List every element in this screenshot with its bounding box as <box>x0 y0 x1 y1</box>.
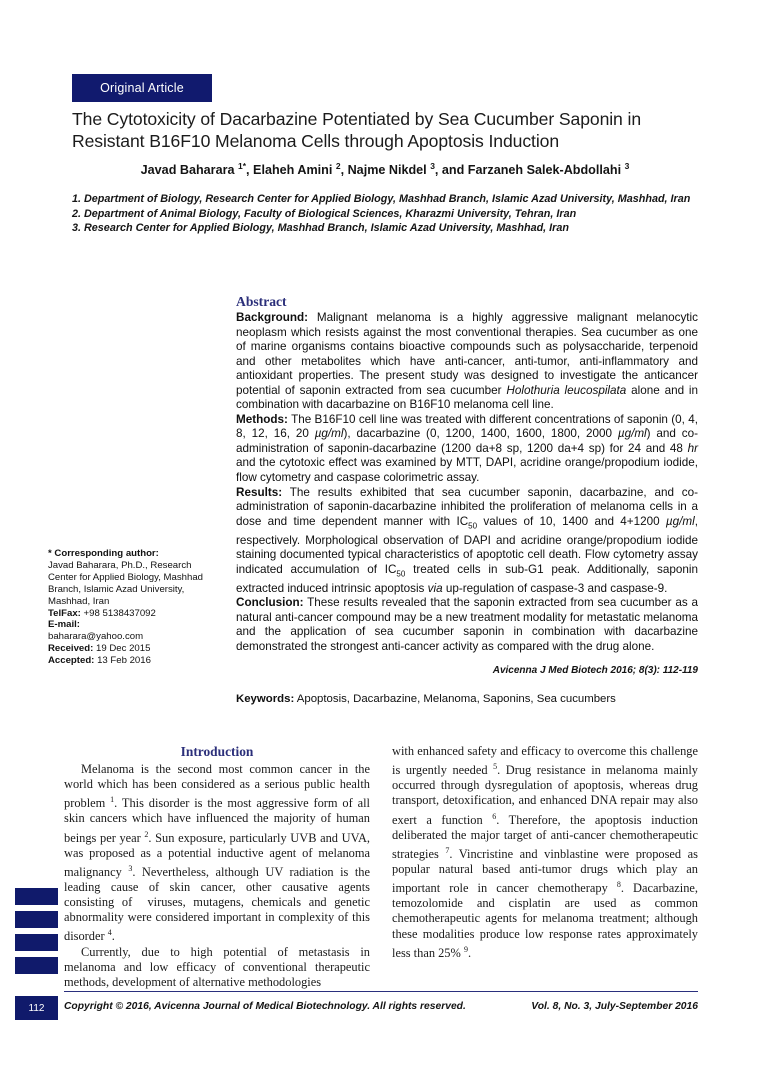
abstract-results: Results: The results exhibited that sea cucumber saponin, dacarbazine, and co-administration of saponin-dacarbazine inhibited the proliferation of melanoma cells in a dose and time dependent manner with $IC_{50}$ values of 10, 1400 and 4+1200 µg/ml, respectively. Morphological observation of DAPI and acridine orange/propodium iodide staining documented typical characteristics of apoptotic cell death. Flow cytometry assay indicated accumulation of $IC_{50}$ treated cells in sub-G1 peak. Additionally, saponin extracted induced intrinsic apoptosis via up-regulation of caspase-3 and caspase-9. <box>236 485 698 595</box>
corresponding-author-heading: * Corresponding author: <box>48 548 159 559</box>
keywords-line <box>236 693 698 705</box>
abstract-conclusion: Conclusion: These results revealed that the saponin extracted from sea cucumber as a natural anti-cancer compound may be a new treatment modality for metastatic melanoma and the application of sea cucumber saponin in combination with dacarbazine demonstrated the strongest anti-cancer activity as compared with the drug alone. <box>236 596 698 653</box>
footer-volume: Vol. 8, No. 3, July-September 2016 <box>531 1001 698 1012</box>
abstract-methods: Methods: The B16F10 cell line was treated with different concentrations of saponin (0, 4, 8, 12, 16, 20 µg/ml), dacarbazine (0, 1200, 1400, 1600, 1800, 2000 µg/ml) and co-administration of saponin-dacarbazine (1200 da+8 sp, 1200 da+4 sp) for 24 and 48 hr and the cytotoxic effect was examined by MTT, DAPI, acridine orange/propodium iodide, flow cytometry and caspase colorimetric assay. <box>236 412 699 485</box>
abstract-background: Background: Malignant melanoma is a highly aggressive malignant melanocytic neoplasm which resists against the most conventional therapies. Sea cucumber as one of marine organisms contains bioactive compounds such as polysaccharide, terpenoid and other metabolites which have anti-cancer, anti-tumor, anti-inflammatory and antioxidant properties. The present study was designed to investigate the anticancer potential of saponin extracted from sea cucumber Holothuria leucospilata alone and in combination with dacarbazine on B16F10 melanoma cell line. <box>236 311 699 412</box>
intro-paragraph: Melanoma is the second most common cancer in the world which has been considered as a serious public health problem $^1$. This disorder is the most aggressive form of all skin cancers which have influenced the majority of human beings per year $^2$. Sun exposure, particularly UVB and UVA, was proposed as a potential inductive agent of melanoma malignancy $^3$. Nevertheless, although UV radiation is the leading cause of skin cancer, other causative agents consisting of viruses, mutagens, chemicals and genetic abnormality were considered important in complexity of this disorder $^4$. <box>64 762 370 944</box>
article-type-badge: Original Article <box>72 74 212 102</box>
telfax-label: TelFax: <box>48 607 81 619</box>
accepted-label: Accepted: <box>48 655 95 667</box>
footer-divider <box>64 991 698 992</box>
affiliation-list <box>72 192 698 236</box>
email-value[interactable]: baharara@yahoo.com <box>48 631 144 643</box>
author-list: Javad Baharara $^{1*}$, Elaheh Amini $^2$, Najme Nikdel $^3$, and Farzaneh Salek-Abdollahi $^3$ <box>140 161 630 178</box>
intro-paragraph: Currently, due to high potential of metastasis in melanoma and low efficacy of conventional therapeutic methods, development of alternative methodologies <box>64 944 370 989</box>
corresponding-author-block <box>48 548 220 667</box>
results-label: Results: <box>236 485 283 499</box>
corresponding-author-address: Javad Baharara, Ph.D., Research Center for Applied Biology, Mashhad Branch, Islamic Azad University, Mashhad, Iran <box>48 559 204 607</box>
telfax-value: +98 5138437092 <box>83 607 156 619</box>
conclusion-label: Conclusion: <box>236 596 304 610</box>
accepted-value: 13 Feb 2016 <box>97 655 151 667</box>
email-label: E-mail: <box>48 619 80 631</box>
abstract-section <box>236 294 698 705</box>
decorative-bar <box>15 911 58 928</box>
intro-paragraph: with enhanced safety and efficacy to overcome this challenge is urgently needed $^5$. Drug resistance in melanoma mainly occurred through dysregulation of apoptosis, whereas drug transport, detoxification, and enhanced DNA repair may also exert a function $^6$. Therefore, the apoptosis induction deliberated the major target of anti-cancer chemotherapeutic strategies $^7$. Vincristine and vinblastine were proposed as popular natural based anti-tumor drugs which play an important role in cancer chemotherapy $^8$. Dacarbazine, temozolomide and cisplatin are used as common chemotherapeutic agents for melanoma treatment; although these modalities produce low response rates approximately less than 25% $^9$. <box>392 744 698 960</box>
affiliation-item: 2. Department of Animal Biology, Faculty of Biological Sciences, Kharazmi University, Tehran, Iran <box>72 207 577 220</box>
journal-citation: Avicenna J Med Biotech 2016; 8(3): 112-119 <box>492 665 698 677</box>
keywords-value: Apoptosis, Dacarbazine, Melanoma, Saponins, Sea cucumbers <box>294 693 616 706</box>
decorative-bar <box>15 957 58 974</box>
decorative-bar <box>15 934 58 951</box>
received-label: Received: <box>48 643 94 655</box>
column-right <box>392 744 698 976</box>
received-value: 19 Dec 2015 <box>96 643 151 655</box>
affiliation-item: 1. Department of Biology, Research Center for Applied Biology, Mashhad Branch, Islamic Azad University, Mashhad, Iran <box>72 193 691 205</box>
page-title: The Cytotoxicity of Dacarbazine Potentiated by Sea Cucumber Saponin in Resistant B16F10 Melanoma Cells through Apoptosis Induction <box>72 109 642 151</box>
introduction-heading: Introduction <box>180 744 254 759</box>
abstract-heading: Abstract <box>236 294 287 309</box>
methods-label: Methods: <box>236 412 288 426</box>
species-name: Holothuria leucospilata <box>506 383 627 397</box>
decorative-bar <box>15 888 58 905</box>
footer-copyright: Copyright © 2016, Avicenna Journal of Medical Biotechnology. All rights reserved. <box>64 1001 466 1012</box>
page-footer <box>64 1001 698 1012</box>
affiliation-item: 3. Research Center for Applied Biology, Mashhad Branch, Islamic Azad University, Mashhad, Iran <box>72 222 569 235</box>
column-left <box>64 744 370 989</box>
keywords-label: Keywords: <box>236 693 295 706</box>
background-label: Background: <box>236 311 309 324</box>
introduction-section <box>64 744 698 989</box>
page-number: 112 <box>15 996 58 1020</box>
